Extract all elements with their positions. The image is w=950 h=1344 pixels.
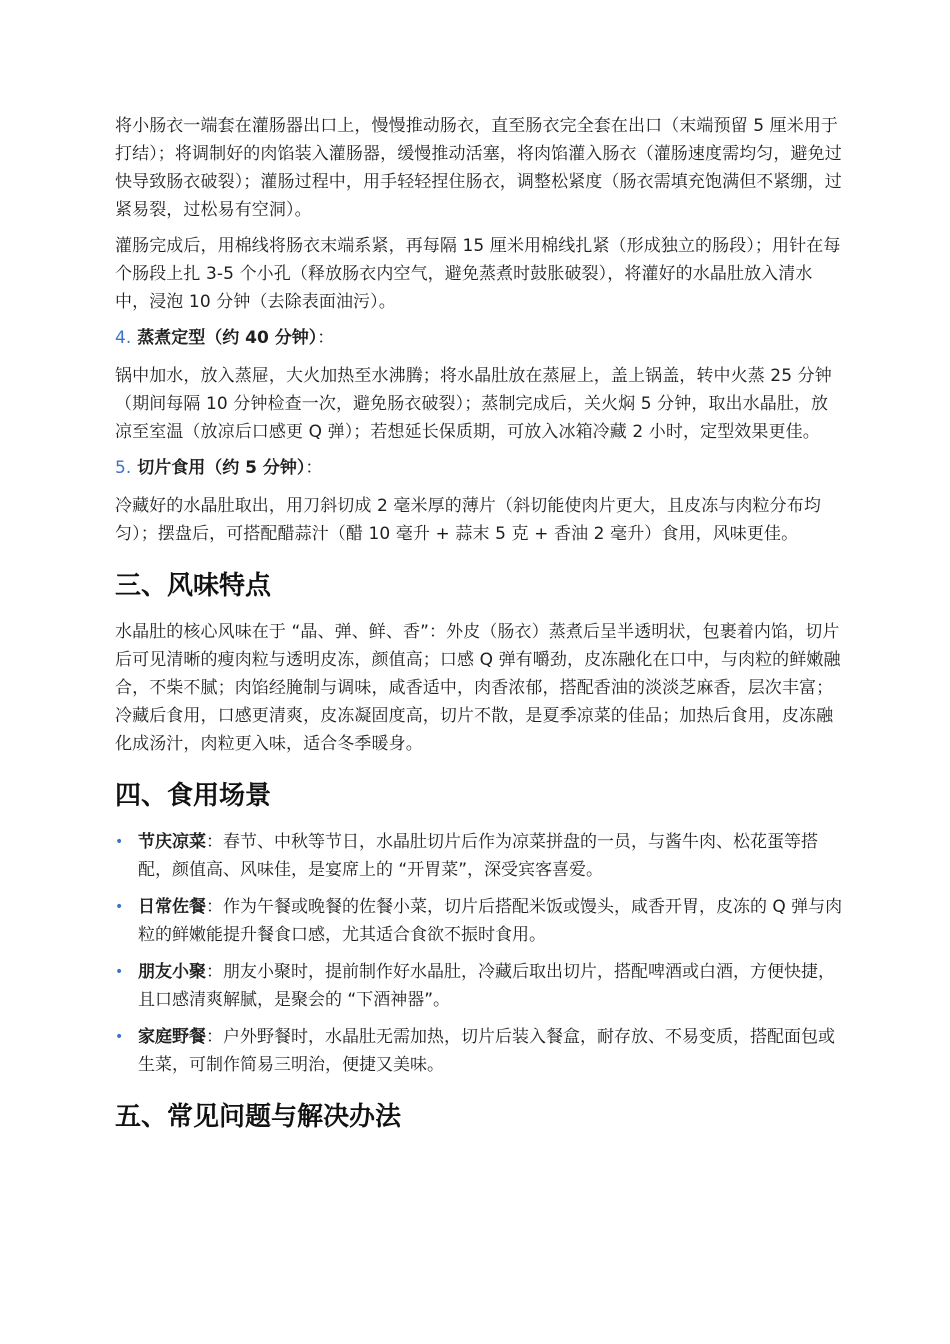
document-page xyxy=(115,112,845,1149)
list-item-separator: ： xyxy=(206,962,223,982)
section-heading-flavor: 三、风味特点 xyxy=(115,571,272,601)
step-title: 蒸煮定型（约 40 分钟） xyxy=(137,328,318,348)
section-heading-scenarios: 四、食用场景 xyxy=(115,781,272,811)
bullet-dot: • xyxy=(115,834,124,850)
paragraph-tying: 灌肠完成后，用棉线将肠衣末端系紧，再每隔 15 厘米用棉线扎紧（形成独立的肠段）；用针在每个肠段上扎 3-5 个小孔（释放肠衣内空气，避免蒸煮时鼓胀破裂），将灌好的水晶肚放入清水中，浸泡 10 分钟（去除表面油污）。 xyxy=(115,236,841,312)
list-item-text: 作为午餐或晚餐的佐餐小菜，切片后搭配米饭或馒头，咸香开胃，皮冻的 Q 弹与肉粒的鲜嫩能提升餐食口感，尤其适合食欲不振时食用。 xyxy=(138,897,843,945)
step-colon: ： xyxy=(317,328,335,348)
step-number: 5. xyxy=(115,458,132,478)
list-item-term: 节庆凉菜 xyxy=(138,832,206,852)
bullet-dot: • xyxy=(115,1029,124,1045)
section-heading-faq: 五、常见问题与解决办法 xyxy=(115,1102,402,1132)
list-item-text: 户外野餐时，水晶肚无需加热，切片后装入餐盒，耐存放、不易变质，搭配面包或生菜，可制作简易三明治，便捷又美味。 xyxy=(138,1027,835,1075)
paragraph-steaming: 锅中加水，放入蒸屉，大火加热至水沸腾；将水晶肚放在蒸屉上，盖上锅盖，转中火蒸 25 分钟（期间每隔 10 分钟检查一次，避免肠衣破裂）；蒸制完成后，关火焖 5 分钟，取出水晶肚，放凉至室温（放凉后口感更 Q 弹）；若想延长保质期，可放入冰箱冷藏 2 小时，定型效果更佳。 xyxy=(115,366,832,442)
paragraph-flavor: 水晶肚的核心风味在于 “晶、弹、鲜、香”：外皮（肠衣）蒸煮后呈半透明状，包裹着内馅，切片后可见清晰的瘦肉粒与透明皮冻，颜值高；口感 Q 弹有嚼劲，皮冻融化在口中，与肉粒的鲜嫩融合，不柴不腻；肉馅经腌制与调味，咸香适中，肉香浓郁，搭配香油的淡淡芝麻香，层次丰富；冷藏后食用，口感更清爽，皮冻凝固度高，切片不散，是夏季凉菜的佳品；加热后食用，皮冻融化成汤汁，肉粒更入味，适合冬季暖身。 xyxy=(115,622,841,754)
paragraph-stuffing: 将小肠衣一端套在灌肠器出口上，慢慢推动肠衣，直至肠衣完全套在出口（末端预留 5 厘米用于打结）；将调制好的肉馅装入灌肠器，缓慢推动活塞，将肉馅灌入肠衣（灌肠速度需均匀，避免过快导致肠衣破裂）；灌肠过程中，用手轻轻捏住肠衣，调整松紧度（肠衣需填充饱满但不紧绷，过紧易裂，过松易有空洞）。 xyxy=(115,116,842,220)
step-number: 4. xyxy=(115,328,132,348)
list-item xyxy=(115,893,845,949)
list-item-text: 朋友小聚时，提前制作好水晶肚，冷藏后取出切片，搭配啤酒或白酒，方便快捷，且口感清爽解腻，是聚会的 “下酒神器”。 xyxy=(138,962,835,1010)
list-item xyxy=(115,828,845,884)
scenario-list xyxy=(115,828,845,1079)
list-item-term: 朋友小聚 xyxy=(138,962,206,982)
list-item-text: 春节、中秋等节日，水晶肚切片后作为凉菜拼盘的一员，与酱牛肉、松花蛋等搭配，颜值高、风味佳，是宴席上的 “开胃菜”，深受宾客喜爱。 xyxy=(138,832,818,880)
list-item-separator: ： xyxy=(206,1027,223,1047)
list-item-term: 家庭野餐 xyxy=(138,1027,206,1047)
list-item xyxy=(115,1023,845,1079)
step-colon: ： xyxy=(305,458,323,478)
step-title: 切片食用（约 5 分钟） xyxy=(137,458,306,478)
step-5-heading xyxy=(115,454,845,482)
list-item xyxy=(115,958,845,1014)
paragraph-slicing: 冷藏好的水晶肚取出，用刀斜切成 2 毫米厚的薄片（斜切能使肉片更大，且皮冻与肉粒分布均匀）；摆盘后，可搭配醋蒜汁（醋 10 毫升 + 蒜末 5 克 + 香油 2 毫升）食用，风味更佳。 xyxy=(115,496,821,544)
list-item-separator: ： xyxy=(206,897,223,917)
bullet-dot: • xyxy=(115,899,124,915)
list-item-term: 日常佐餐 xyxy=(138,897,206,917)
bullet-dot: • xyxy=(115,964,124,980)
list-item-separator: ： xyxy=(206,832,223,852)
step-4-heading xyxy=(115,324,845,352)
